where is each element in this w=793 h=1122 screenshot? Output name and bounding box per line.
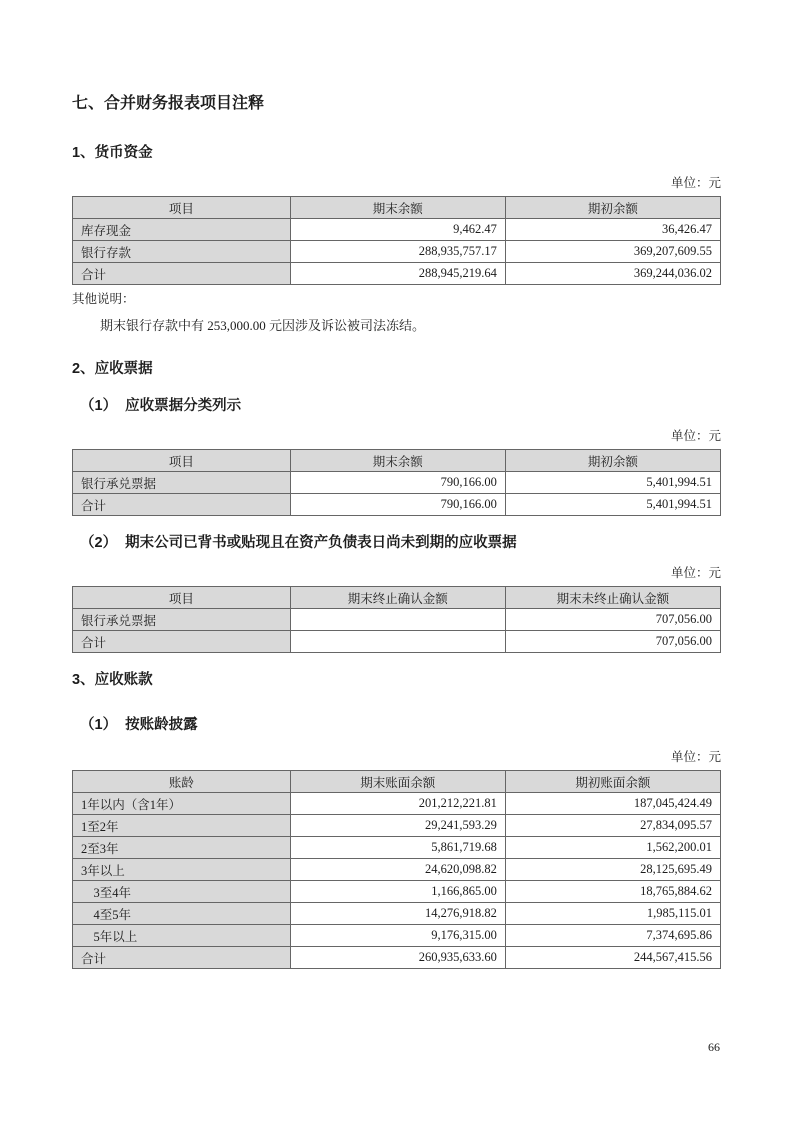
table-row bbox=[73, 609, 721, 631]
endorsed-notes-table bbox=[72, 586, 721, 653]
value-cell: 28,125,695.49 bbox=[505, 859, 720, 881]
column-header: 项目 bbox=[73, 197, 291, 219]
page-content bbox=[72, 0, 721, 969]
table-header-row bbox=[73, 197, 721, 219]
value-cell: 707,056.00 bbox=[505, 609, 720, 631]
column-header: 项目 bbox=[73, 450, 291, 472]
row-label-cell: 2至3年 bbox=[73, 837, 291, 859]
table-header-row bbox=[73, 450, 721, 472]
row-label-cell: 合计 bbox=[73, 263, 291, 285]
table-row bbox=[73, 241, 721, 263]
column-header: 期末账面余额 bbox=[290, 771, 505, 793]
page-number: 66 bbox=[708, 1040, 720, 1054]
value-cell: 369,244,036.02 bbox=[505, 263, 720, 285]
value-cell: 187,045,424.49 bbox=[505, 793, 720, 815]
row-label-cell: 库存现金 bbox=[73, 219, 291, 241]
table-row bbox=[73, 925, 721, 947]
value-cell: 1,985,115.01 bbox=[505, 903, 720, 925]
subsection-title-notes-classification: （1） 应收票据分类列示 bbox=[80, 398, 242, 414]
value-cell: 5,401,994.51 bbox=[505, 494, 720, 516]
other-notes-label: 其他说明： bbox=[72, 292, 135, 306]
table-row bbox=[73, 859, 721, 881]
row-label-cell: 1至2年 bbox=[73, 815, 291, 837]
unit-label-monetary-funds: 单位：元 bbox=[670, 176, 721, 190]
value-cell: 707,056.00 bbox=[505, 631, 720, 653]
subsection-title-notes-receivable: 2、应收票据 bbox=[72, 361, 153, 377]
row-label-cell: 银行承兑票据 bbox=[73, 472, 291, 494]
value-cell: 18,765,884.62 bbox=[505, 881, 720, 903]
table-row bbox=[73, 472, 721, 494]
value-cell: 7,374,695.86 bbox=[505, 925, 720, 947]
value-cell: 369,207,609.55 bbox=[505, 241, 720, 263]
main-section-title: 七、合并财务报表项目注释 bbox=[72, 95, 265, 112]
table-row bbox=[73, 815, 721, 837]
column-header: 期初账面余额 bbox=[505, 771, 720, 793]
table-row bbox=[73, 881, 721, 903]
column-header: 期末余额 bbox=[290, 450, 505, 472]
value-cell: 14,276,918.82 bbox=[290, 903, 505, 925]
table-row bbox=[73, 903, 721, 925]
column-header: 期末终止确认金额 bbox=[290, 587, 505, 609]
receivable-aging-table bbox=[72, 770, 721, 969]
value-cell: 288,945,219.64 bbox=[290, 263, 505, 285]
column-header: 账龄 bbox=[73, 771, 291, 793]
value-cell: 36,426.47 bbox=[505, 219, 720, 241]
value-cell: 24,620,098.82 bbox=[290, 859, 505, 881]
unit-label-notes-classification: 单位：元 bbox=[670, 429, 721, 443]
table-header-row bbox=[73, 771, 721, 793]
value-cell: 5,861,719.68 bbox=[290, 837, 505, 859]
table-header-row bbox=[73, 587, 721, 609]
row-label-cell: 5年以上 bbox=[73, 925, 291, 947]
table-row bbox=[73, 947, 721, 969]
column-header: 期末未终止确认金额 bbox=[505, 587, 720, 609]
row-label-cell: 1年以内（含1年） bbox=[73, 793, 291, 815]
value-cell: 790,166.00 bbox=[290, 472, 505, 494]
value-cell: 9,462.47 bbox=[290, 219, 505, 241]
value-cell bbox=[290, 631, 505, 653]
value-cell: 9,176,315.00 bbox=[290, 925, 505, 947]
column-header: 期末余额 bbox=[290, 197, 505, 219]
value-cell: 1,562,200.01 bbox=[505, 837, 720, 859]
row-label-cell: 3至4年 bbox=[73, 881, 291, 903]
frozen-deposit-note: 期末银行存款中有 253,000.00 元因涉及诉讼被司法冻结。 bbox=[100, 318, 426, 333]
value-cell: 244,567,415.56 bbox=[505, 947, 720, 969]
row-label-cell: 4至5年 bbox=[73, 903, 291, 925]
value-cell: 29,241,593.29 bbox=[290, 815, 505, 837]
unit-label-aging: 单位：元 bbox=[670, 750, 721, 764]
subsection-title-accounts-receivable: 3、应收账款 bbox=[72, 672, 153, 688]
monetary-funds-table bbox=[72, 196, 721, 285]
value-cell: 790,166.00 bbox=[290, 494, 505, 516]
row-label-cell: 银行存款 bbox=[73, 241, 291, 263]
subsection-title-aging-disclosure: （1） 按账龄披露 bbox=[80, 717, 198, 733]
value-cell: 260,935,633.60 bbox=[290, 947, 505, 969]
unit-label-endorsed-notes: 单位：元 bbox=[670, 566, 721, 580]
column-header: 期初余额 bbox=[505, 450, 720, 472]
column-header: 期初余额 bbox=[505, 197, 720, 219]
value-cell: 288,935,757.17 bbox=[290, 241, 505, 263]
row-label-cell: 合计 bbox=[73, 631, 291, 653]
table-row bbox=[73, 263, 721, 285]
table-row bbox=[73, 631, 721, 653]
column-header: 项目 bbox=[73, 587, 291, 609]
row-label-cell: 3年以上 bbox=[73, 859, 291, 881]
subsection-title-endorsed-notes: （2） 期末公司已背书或贴现且在资产负债表日尚未到期的应收票据 bbox=[80, 535, 517, 551]
table-row bbox=[73, 793, 721, 815]
notes-receivable-table bbox=[72, 449, 721, 516]
row-label-cell: 合计 bbox=[73, 947, 291, 969]
value-cell: 1,166,865.00 bbox=[290, 881, 505, 903]
value-cell: 201,212,221.81 bbox=[290, 793, 505, 815]
value-cell: 27,834,095.57 bbox=[505, 815, 720, 837]
subsection-title-monetary-funds: 1、货币资金 bbox=[72, 145, 153, 161]
row-label-cell: 银行承兑票据 bbox=[73, 609, 291, 631]
table-row bbox=[73, 837, 721, 859]
row-label-cell: 合计 bbox=[73, 494, 291, 516]
table-row bbox=[73, 494, 721, 516]
value-cell: 5,401,994.51 bbox=[505, 472, 720, 494]
table-row bbox=[73, 219, 721, 241]
value-cell bbox=[290, 609, 505, 631]
